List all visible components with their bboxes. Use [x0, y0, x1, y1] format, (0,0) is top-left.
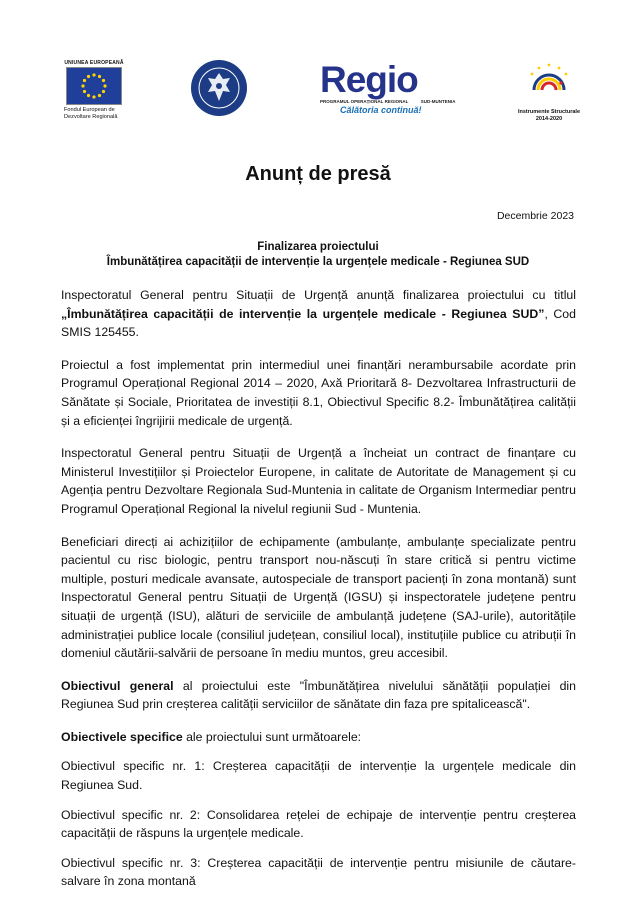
specific-objectives-label: Obiectivele specifice [61, 729, 183, 744]
structural-instruments-icon [512, 60, 586, 104]
structural-instruments-years: 2014-2020 [535, 116, 563, 122]
general-objective-text: al proiectului este "Îmbunătățirea nivelului sănătății populației din Regiunea Sud prin creșterea calității serviciilor de sănătate din faza pre spitalicească". [61, 678, 577, 712]
government-seal-logo [190, 59, 248, 117]
regio-logo-tagline: Călătoria continuă! [340, 105, 422, 115]
regio-program-name: PROGRAMUL OPERAȚIONAL REGIONAL [320, 99, 409, 104]
smis-code-text: , Cod SMIS 125455. [61, 306, 576, 340]
eu-logo-top-label: UNIUNEA EUROPEANĂ [64, 60, 124, 66]
regio-logo-program [320, 99, 460, 104]
project-subtitle [60, 240, 576, 270]
press-release-body [61, 286, 576, 902]
paragraph-general-objective [61, 677, 576, 714]
paragraph-beneficiaries: Beneficiari direcți ai achizițiilor de echipamente (ambulanțe, ambulanțe specializate pentru pacientul cu risc biologic, pentru transport nou-născuți în stare critică si pentru victime multiple, posturi medicale avansate, autospeciale de transport pacienți în zona montană) sunt Inspectoratul General pentru Situații de Urgență (IGSU) și inspectoratele județene pentru situații de urgență (ISU), alături de serviciile de ambulanță județene (SAJ-urile), autoritățile administrației publice locale (consiliul județean, consiliul local), instituțiile publice cu atribuții în domeniul căutării-salvării de persoane în mediu muntos, greu accesibil. [61, 534, 576, 661]
regio-logo-word: Regio [320, 59, 418, 100]
regio-logo [320, 59, 460, 126]
specific-objective-3: Obiectivul specific nr. 3: Creșterea capacității de intervenție pentru misiunile de căutare-salvare în zona montană [61, 855, 576, 889]
eu-logo-bottom-line1: Fondul European de [64, 107, 115, 113]
paragraph-funding: Proiectul a fost implementat prin intermediul unei finanțări nerambursabile acordate prin Programul Operațional Regional 2014 – 2020, Axă Prioritară 8- Dezvoltarea Infrastructurii de Sănătate și Sociale, Prioritatea de investiții 8.1, Obiectivul Specific 8.2- Îmbunătățirea calității și a eficienței îngrijirii medicale de urgență. [61, 357, 576, 428]
subtitle-line2: Îmbunătățirea capacității de intervenție la urgențele medicale - Regiunea SUD [106, 256, 530, 268]
paragraph-intro [61, 286, 576, 342]
logo-bar [0, 56, 636, 136]
page-title: Anunț de presă [245, 163, 391, 185]
specific-objectives-text: ale proiectului sunt următoarele: [182, 729, 362, 744]
intro-text: Inspectoratul General pentru Situații de Urgență anunță finalizarea proiectului cu titlul [61, 288, 576, 302]
eu-flag-icon [66, 67, 122, 105]
project-title-bold: „Îmbunătățirea capacității de intervenție la urgențele medicale - Regiunea SUD” [61, 306, 545, 321]
eu-logo [62, 60, 126, 121]
eu-logo-bottom-line2: Dezvoltare Regională [64, 114, 118, 120]
paragraph-specific-objectives [61, 728, 576, 747]
paragraph-contract: Inspectoratul General pentru Situații de Urgență a încheiat un contract de finanțare cu Ministerul Investițiilor și Proiectelor Europene, in calitate de Autoritate de Management și cu Agenția pentru Dezvoltare Regionala Sud-Muntenia in calitate de Organism Intermediar pentru Programul Operațional Regional la nivelul regiunii Sud - Muntenia. [61, 446, 576, 516]
structural-instruments-label: Instrumente Structurale [517, 109, 581, 115]
document-date: Decembrie 2023 [496, 210, 574, 222]
regio-region-name: SUD-MUNTENIA [420, 99, 456, 104]
subtitle-line1: Finalizarea proiectului [257, 241, 379, 253]
specific-objective-1: Obiectivul specific nr. 1: Creșterea capacității de intervenție la urgențele medicale din Regiunea Sud. [61, 759, 576, 793]
specific-objective-2: Obiectivul specific nr. 2: Consolidarea rețelei de echipaje de intervenție pentru creșterea capacității de răspuns la urgențele medicale. [61, 807, 576, 841]
structural-instruments-logo [512, 60, 586, 126]
general-objective-label: Obiectivul general [61, 678, 174, 693]
